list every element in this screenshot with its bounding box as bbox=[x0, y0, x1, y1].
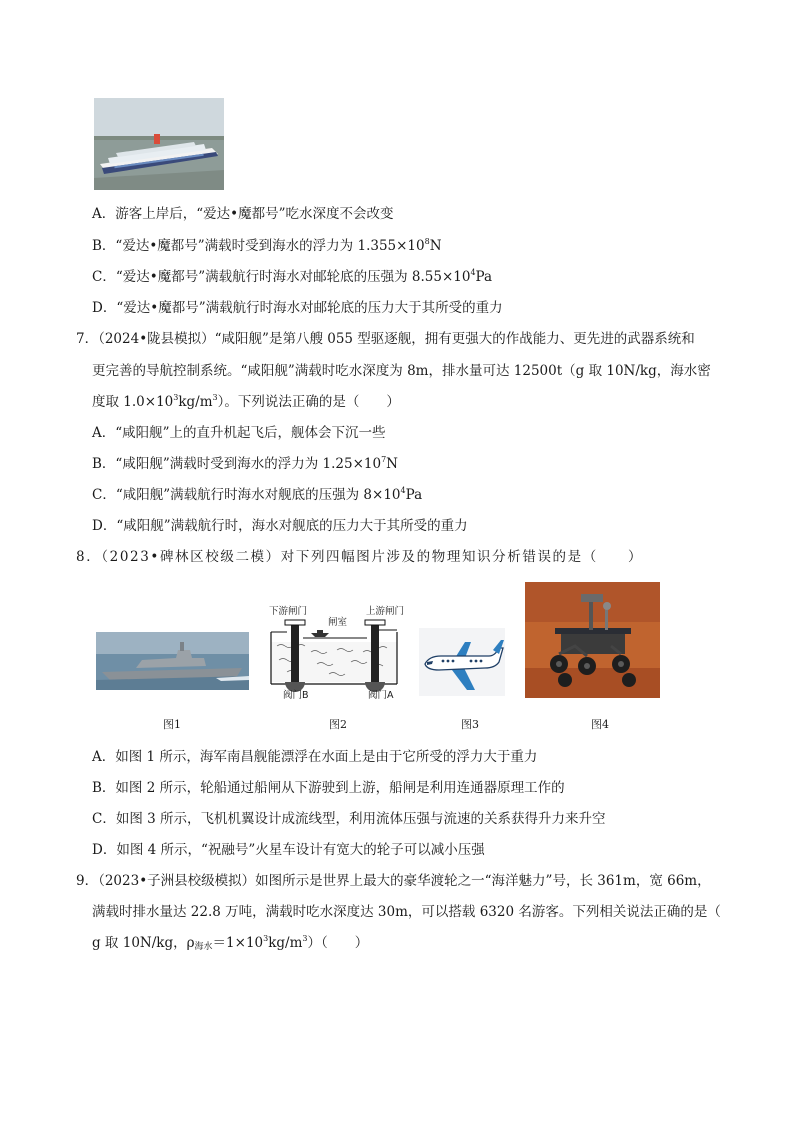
q8-option-b: B．如图 2 所示，轮船通过船闸从下游驶到上游，船闸是利用连通器原理工作的 bbox=[92, 780, 565, 796]
q6-option-b: B．“爱达•魔都号”满载时受到海水的浮力为 $1.355\times 10^8N$ bbox=[92, 237, 442, 254]
q6-option-d: D．“爱达•魔都号”满载航行时海水对邮轮底的压力大于其所受的重力 bbox=[92, 300, 503, 316]
q8-option-c: C．如图 3 所示，飞机机翼设计成流线型，利用流体压强与流速的关系获得升力来升空 bbox=[92, 811, 606, 827]
figure4-mars-rover-photo bbox=[525, 582, 660, 698]
q7-stem-line2: 更完善的导航控制系统。“咸阳舰”满载时吃水深度为 8m，排水量可达 12500t（g 取 10N/kg，海水密 bbox=[92, 363, 711, 379]
q6-option-a: A．游客上岸后，“爱达•魔都号”吃水深度不会改变 bbox=[92, 206, 394, 222]
fig2-label-valve-b: 阀门B bbox=[283, 690, 309, 701]
cruise-ship-photo bbox=[94, 98, 224, 190]
figure2-caption: 图2 bbox=[329, 718, 347, 731]
q7-stem-line1: 7．（2024•陇县模拟）“咸阳舰”是第八艘 055 型驱逐舰，拥有更强大的作战能力、更先进的武器系统和 bbox=[76, 331, 695, 347]
fig2-label-valve-a: 阀门A bbox=[368, 690, 394, 701]
q7-option-b: B．“咸阳舰”满载时受到海水的浮力为 $1.25\times 10^7N$ bbox=[92, 455, 398, 472]
q9-stem-line3: g 取 10N/kg，$\rho_{海水}=1\times 10^3kg/m^3$）（ ） bbox=[92, 934, 369, 952]
fig2-label-chamber: 闸室 bbox=[328, 617, 348, 628]
fig2-label-downstream-gate: 下游闸门 bbox=[269, 606, 308, 617]
figure3-caption: 图3 bbox=[461, 718, 479, 731]
q9-stem-line1: 9．（2023•子洲县校级模拟）如图所示是世界上最大的豪华渡轮之一“海洋魅力”号，长 361m，宽 66m， bbox=[76, 873, 711, 889]
q7-option-a: A．“咸阳舰”上的直升机起飞后，舰体会下沉一些 bbox=[92, 425, 386, 441]
fig2-label-upstream-gate: 上游闸门 bbox=[366, 606, 405, 617]
q7-option-d: D．“咸阳舰”满载航行时，海水对舰底的压力大于其所受的重力 bbox=[92, 518, 468, 534]
q6-option-c: C．“爱达•魔都号”满载航行时海水对邮轮底的压强为 $8.55\times 10^4Pa$ bbox=[92, 268, 493, 285]
q8-option-a: A．如图 1 所示，海军南昌舰能漂浮在水面上是由于它所受的浮力大于重力 bbox=[92, 749, 538, 765]
figure3-airplane-illustration bbox=[419, 628, 505, 696]
q7-stem-line3: 度取 $1.0\times 10^3kg/m^3$）。下列说法正确的是（ ） bbox=[92, 393, 400, 410]
q8-stem-line1: 8．（2023•碑林区校级二模）对下列四幅图片涉及的物理知识分析错误的是（ ） bbox=[76, 549, 644, 565]
figure1-caption: 图1 bbox=[163, 718, 181, 731]
q9-stem-line2: 满载时排水量达 22.8 万吨，满载时吃水深度达 30m，可以搭载 6320 名游客。下列相关说法正确的是（ bbox=[92, 904, 721, 920]
q8-option-d: D．如图 4 所示，“祝融号”火星车设计有宽大的轮子可以减小压强 bbox=[92, 842, 485, 858]
q7-option-c: C．“咸阳舰”满载航行时海水对舰底的压强为 $8\times 10^4Pa$ bbox=[92, 486, 423, 503]
figure4-caption: 图4 bbox=[591, 718, 609, 731]
figure1-warship-photo bbox=[96, 632, 249, 690]
